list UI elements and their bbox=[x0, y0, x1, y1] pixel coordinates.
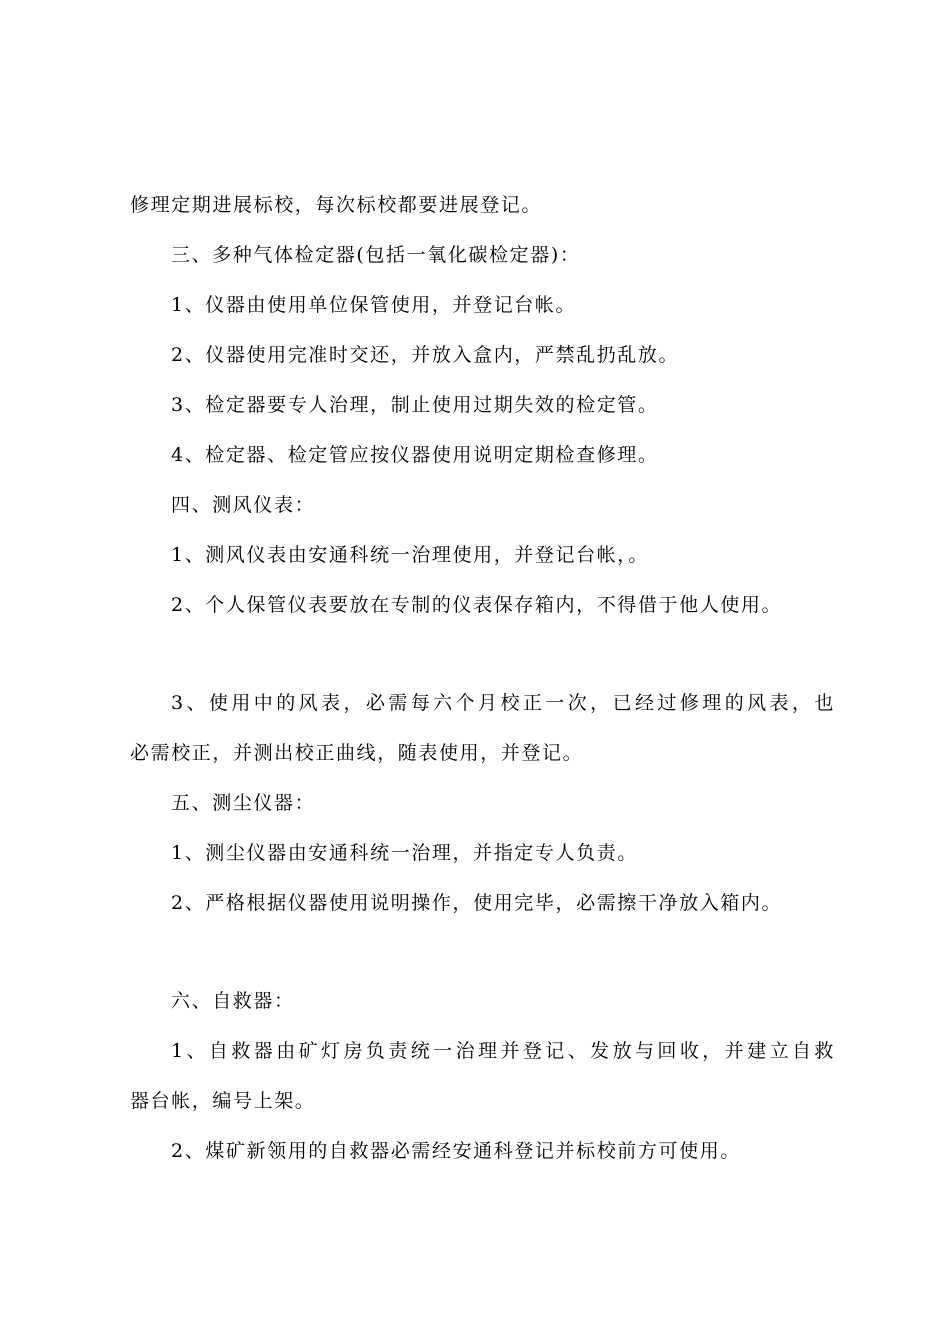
text-line: 1、自救器由矿灯房负责统一治理并登记、发放与回收，并建立自救 bbox=[171, 1040, 835, 1062]
text-line: 1、仪器由使用单位保管使用，并登记台帐。 bbox=[171, 294, 577, 316]
text-line: 2、煤矿新领用的自救器必需经安通科登记并标校前方可使用。 bbox=[171, 1140, 741, 1162]
text-line: 必需校正，并测出校正曲线，随表使用，并登记。 bbox=[130, 742, 584, 764]
text-line: 3、检定器要专人治理，制止使用过期失效的检定管。 bbox=[171, 394, 659, 416]
text-line: 2、严格根据仪器使用说明操作，使用完毕，必需擦干净放入箱内。 bbox=[171, 892, 783, 914]
section-heading: 三、多种气体检定器(包括一氧化碳检定器)： bbox=[171, 244, 581, 266]
text-line: 修理定期进展标校，每次标校都要进展登记。 bbox=[130, 194, 543, 216]
section-heading: 四、测风仪表： bbox=[171, 494, 316, 516]
text-line: 2、仪器使用完准时交还，并放入盒内，严禁乱扔乱放。 bbox=[171, 344, 680, 366]
text-line: 3、使用中的风表，必需每六个月校正一次，已经过修理的风表，也 bbox=[171, 692, 835, 714]
section-heading: 五、测尘仪器： bbox=[171, 792, 316, 814]
text-line: 4、检定器、检定管应按仪器使用说明定期检查修理。 bbox=[171, 444, 659, 466]
text-line: 器台帐，编号上架。 bbox=[130, 1090, 316, 1112]
section-heading: 六、自救器： bbox=[171, 990, 295, 1012]
text-line: 2、个人保管仪表要放在专制的仪表保存箱内，不得借于他人使用。 bbox=[171, 594, 783, 616]
text-line: 1、测风仪表由安通科统一治理使用，并登记台帐，。 bbox=[171, 544, 649, 566]
text-line: 1、测尘仪器由安通科统一治理，并指定专人负责。 bbox=[171, 842, 638, 864]
